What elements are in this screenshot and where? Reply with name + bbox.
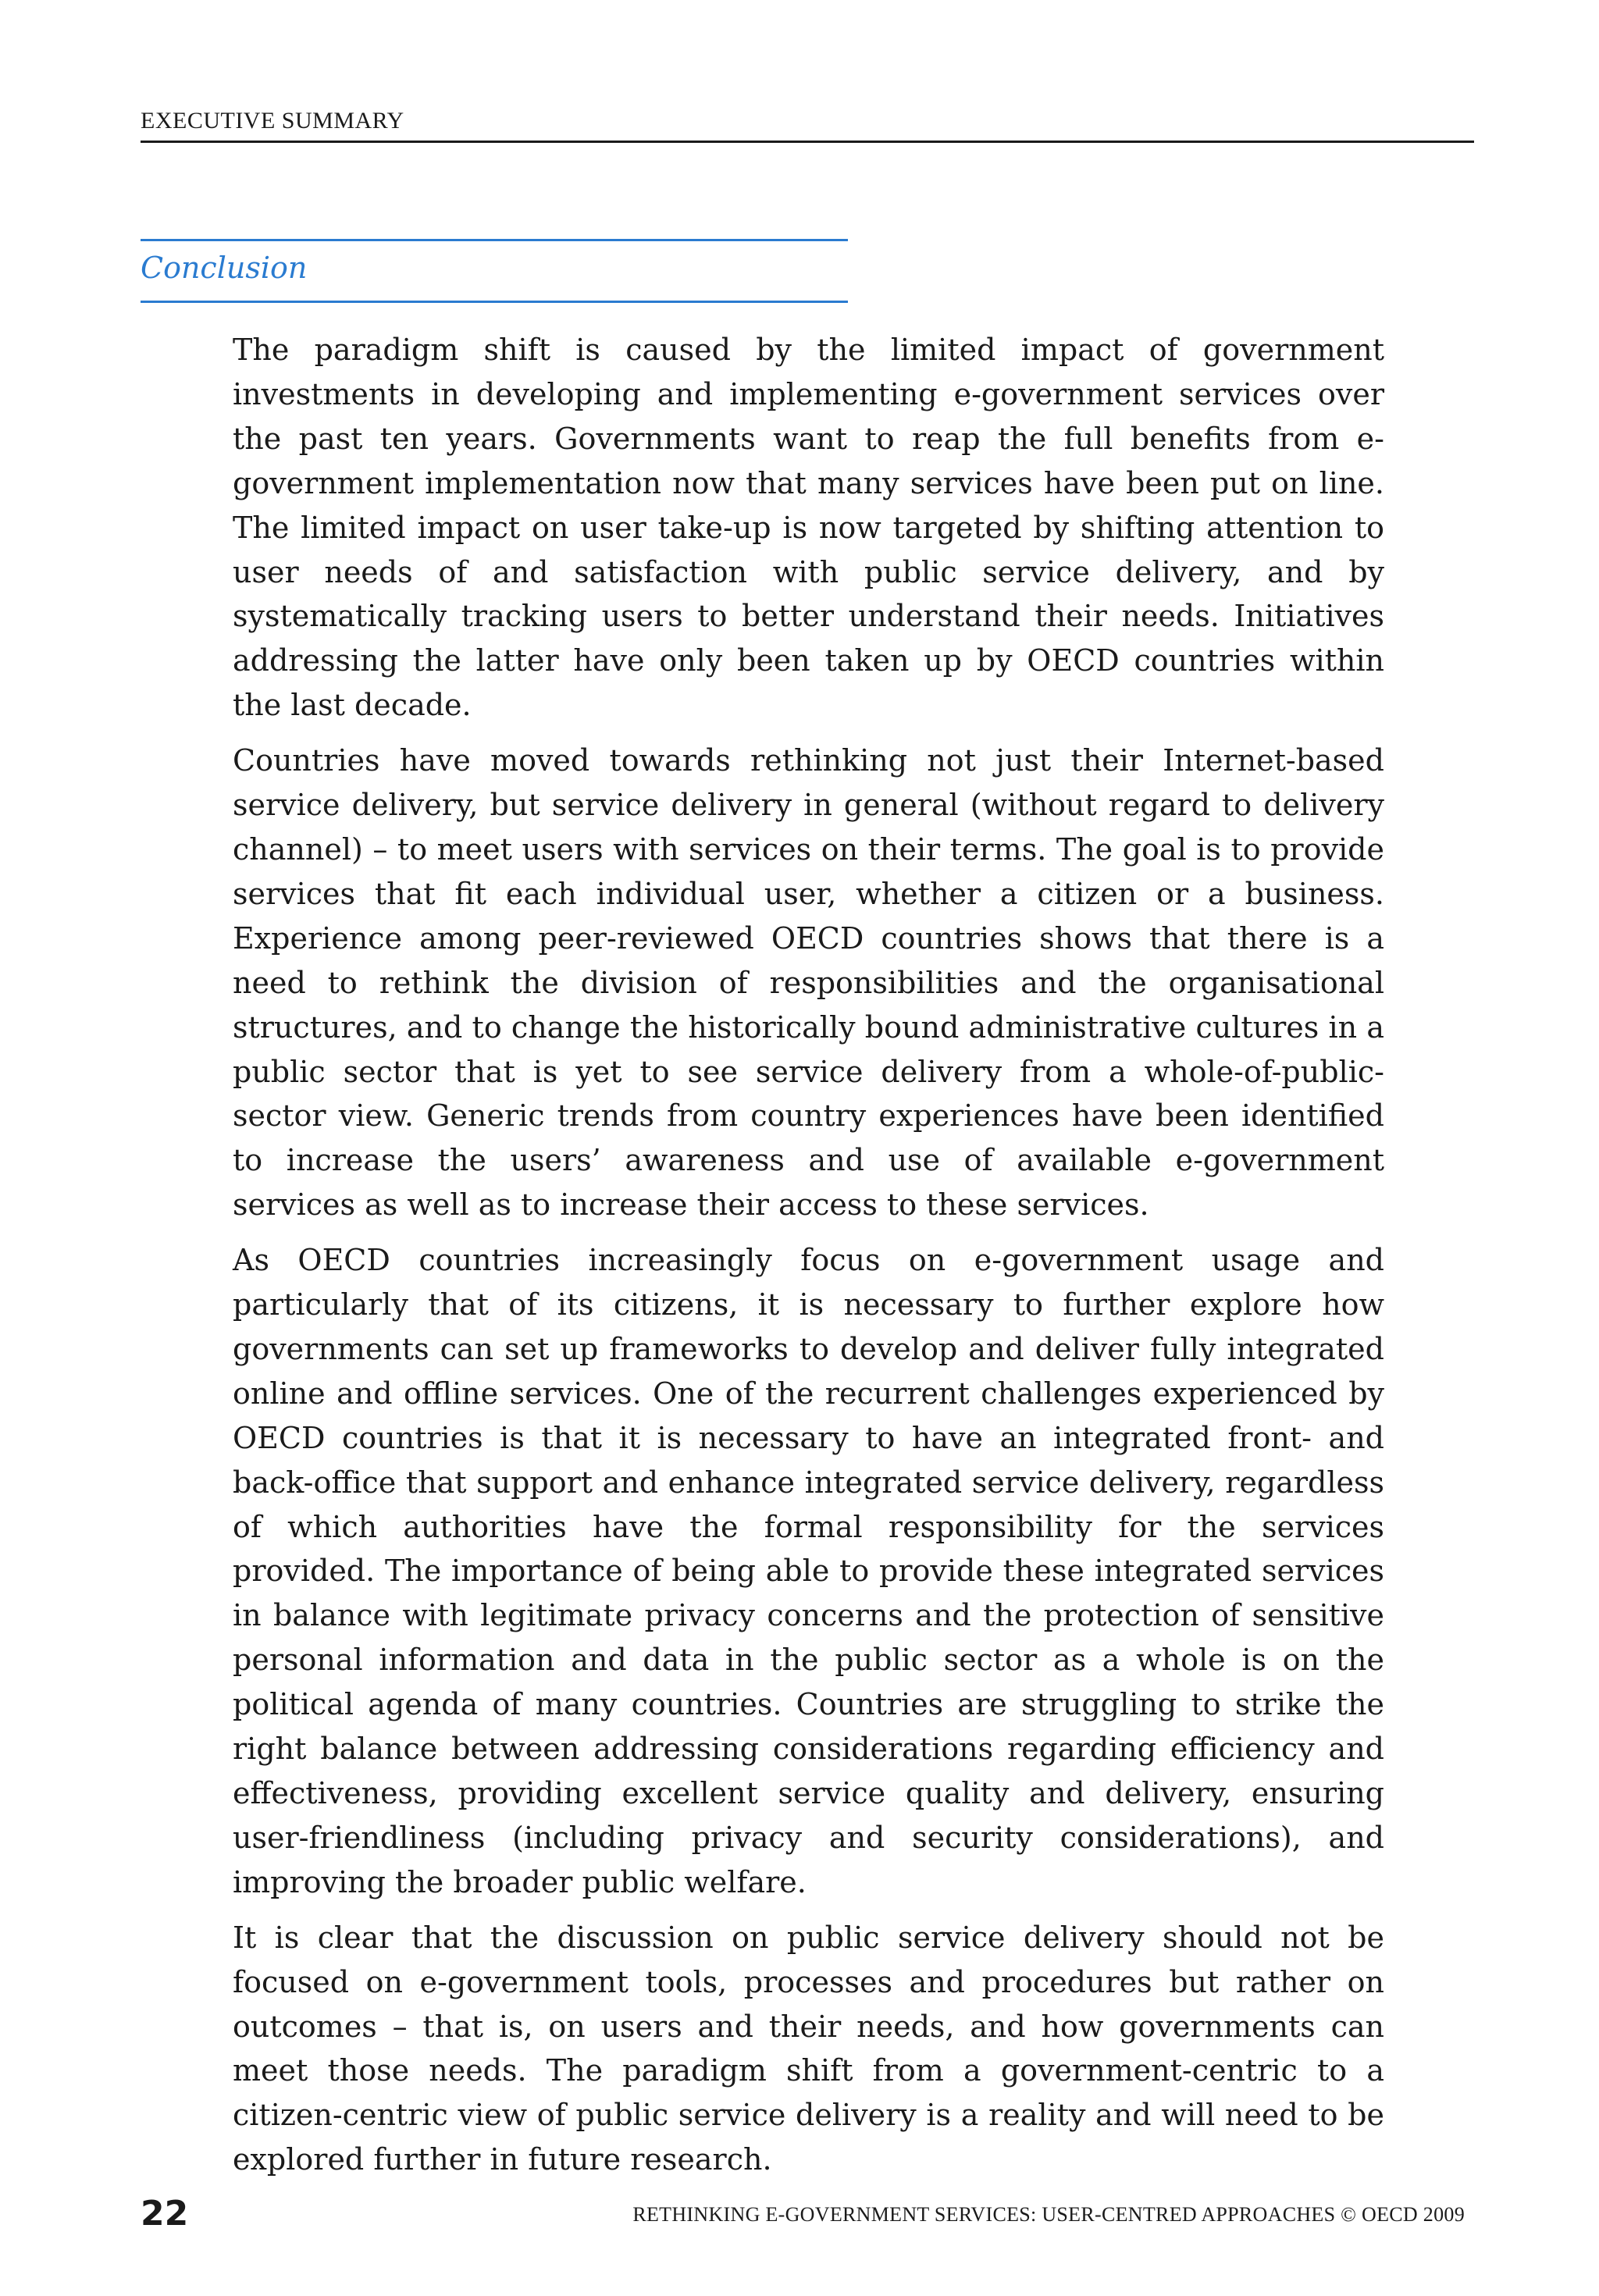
running-head bbox=[141, 108, 1474, 143]
section-heading bbox=[141, 239, 848, 303]
paragraph: As OECD countries increasingly focus on e-government usage and particularly that of its citizens, it is necessary to further explore how governments can set up frameworks to develop and deliver fully integrated online and offline services. One of the recurrent challenges experienced by OECD countries is that it is necessary to have an integrated front- and back-office that support and enhance integrated service delivery, regardless of which authorities have the formal responsibility for the services provided. The importance of being able to provide these integrated services in balance with legitimate privacy concerns and the protection of sensitive personal information and data in the public sector as a whole is on the political agenda of many countries. Countries are struggling to strike the right balance between addressing considerations regarding efficiency and effectiveness, providing excellent service quality and delivery, ensuring user-friendliness (including privacy and security considerations), and improving the broader public welfare. bbox=[233, 1243, 1384, 1899]
paragraph: The paradigm shift is caused by the limited impact of government investments in developing and implementing e-government services over the past ten years. Governments want to reap the full benefits from e-government implementation now that many services have been put on line. The limited impact on user take-up is now targeted by shifting attention to user needs of and satisfaction with public service delivery, and by systematically tracking users to better understand their needs. Initiatives addressing the latter have only been taken up by OECD countries within the last decade. bbox=[233, 333, 1384, 723]
paragraph: It is clear that the discussion on public service delivery should not be focused on e-government tools, processes and procedures but rather on outcomes – that is, on users and their needs, and how governments can meet those needs. The paradigm shift from a government-centric to a citizen-centric view of public service delivery is a reality and will need to be explored further in future research. bbox=[233, 1920, 1384, 2177]
body-text bbox=[233, 328, 1384, 2193]
running-head-title: EXECUTIVE SUMMARY bbox=[141, 108, 404, 133]
page-number: 22 bbox=[141, 2194, 189, 2234]
section-title: Conclusion bbox=[141, 251, 308, 285]
paragraph: Countries have moved towards rethinking not just their Internet-based service delivery, but service delivery in general (without regard to delivery channel) – to meet users with services on their terms. The goal is to provide services that fit each individual user, whether a citizen or a business. Experience among peer-reviewed OECD countries shows that there is a need to rethink the division of responsibilities and the organisational structures, and to change the historically bound administrative cultures in a public sector that is yet to see service delivery from a whole-of-public-sector view. Generic trends from country experiences have been identified to increase the users’ awareness and use of available e-government services as well as to increase their access to these services. bbox=[233, 743, 1384, 1223]
footer-publication: RETHINKING E-GOVERNMENT SERVICES: USER-CENTRED APPROACHES © OECD 2009 bbox=[632, 2203, 1465, 2226]
